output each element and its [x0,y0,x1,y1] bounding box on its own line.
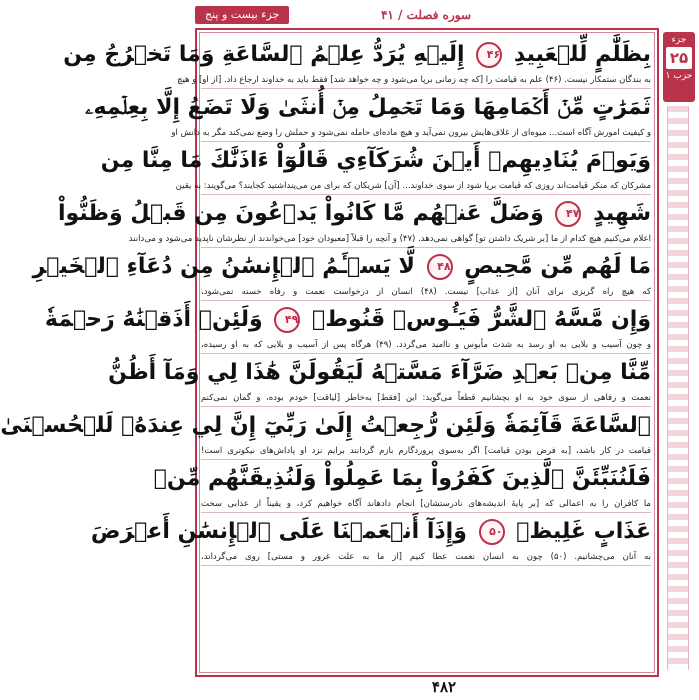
verse-line [85,89,651,142]
translation-text: نعمت و رفاهی از سوی خود به او بچشانیم قطعاً می‌گوید: این [فقط] به‌خاطر [لیاقت] خودم بوده، و گمان نمی‌کنم [201,393,651,403]
translation-text: به آنان می‌چشانیم. (۵۰) چون به انسان نعمت عطا کنیم [از ما به علت غرور و مستی] روی می‌گرداند، [201,552,652,562]
verse-content [0,36,652,566]
translation-text: و چون آسیب و بلایی به او رسد به شدت مأیوس و ناامید می‌گردد. (۴۹) هرگاه پس از آسیب و بلایی که به او رسیده، [201,340,651,350]
translation-text: اعلام می‌کنیم هیچ کدام از ما [بر شریک داشتن تو] گواهی نمی‌دهد. (۴۷) و آنچه را قبلاً [معبودان خود] می‌خواندند از نظرشان ناپدید می‌شود و می‌دانند [128,234,651,244]
ayah-number-marker: ۵۰ [479,519,505,545]
arabic-text: عَذَابٍ غَلِيظٖ ۵۰ وَإِذَآ أَنۡعَمۡنَا عَلَى ٱلۡإِنسَٰنِ أَعۡرَضَ [90,519,651,544]
ayah-number-marker: ۴۷ [555,201,581,227]
decorative-border [667,106,689,670]
arabic-text: مِّنَّا مِنۢ بَعۡدِ ضَرَّآءَ مَسَّتۡهُ لَيَقُولَنَّ هَٰذَا لِي وَمَآ أَظُنُّ [108,360,651,385]
translation-text: و کیفیت امورش آگاه است... میوه‌ای از غلاف‌هایش بیرون نمی‌آید و هیچ ماده‌ای حامله نمی‌شود و حملش را وضع نمی‌کند مگر به دانش او [171,128,651,138]
juz-label: جزء بیست و پنج [195,6,289,24]
translation-text: قیامت در کار باشد، [به فرض بودن قیامت] اگر به‌سوی پروردگارم بازم گردانند برایم نزد او پاداش‌های نیکوتری است! [201,446,651,456]
arabic-text: ٱلسَّاعَةَ قَآئِمَةٗ وَلَئِن رُّجِعۡتُ إِلَىٰ رَبِّيٓ إِنَّ لِي عِندَهُۥ لَلۡحُسۡنَىٰ [0,413,651,438]
ayah-number-marker: ۴۶ [476,42,502,68]
juz-word: جزء [671,35,687,45]
translation-text: که هیچ راه گریزی برای آنان [از عذاب] نیست. (۴۸) انسان از درخواست نعمت و رفاه خسته نمی‌شود، [201,287,651,297]
verse-line [153,460,651,513]
arabic-text: شَهِيدٍ ۴۷ وَضَلَّ عَنۡهُم مَّا كَانُواْ يَدۡعُونَ مِن قَبۡلُ وَظَنُّواْ [57,201,651,226]
verse-line [57,195,651,248]
verse-line [108,354,651,407]
verse-line [100,142,651,195]
arabic-text: مَا لَهُم مِّن مَّحِيصٍ ۴۸ لَّا يَسۡـَٔمُ ٱلۡإِنسَٰنُ مِن دُعَآءِ ٱلۡخَيۡرِ [32,254,651,279]
verse-line [32,248,651,301]
arabic-text: فَلَنُنَبِّئَنَّ ٱلَّذِينَ كَفَرُواْ بِمَا عَمِلُواْ وَلَنُذِيقَنَّهُم مِّنۡ [153,466,651,491]
arabic-text: وَيَوۡمَ يُنَادِيهِمۡ أَيۡنَ شُرَكَآءِي قَالُوٓاْ ءَاذَنَّٰكَ مَا مِنَّا مِن [100,148,651,173]
translation-text: ما کافران را به اعمالی که [بر پایهٔ اندیشه‌های نادرستشان] انجام دادهاند آگاه خواهیم کرد، و یقیناً از عذابی سخت [201,499,651,509]
verse-line [44,301,651,354]
page-header [195,6,657,26]
hizb-label: حزب ۱ [665,71,693,81]
verse-line [90,513,652,566]
arabic-text: وَإِن مَّسَّهُ ٱلشَّرُّ فَيَـُٔوسٞ قَنُوطٞ ۴۹ وَلَئِنۡ أَذَقۡنَٰهُ رَحۡمَةٗ [44,307,651,332]
verse-line [0,407,651,460]
translation-text: به بندگان ستمکار نیست. (۴۶) علم به قیامت را [که چه زمانی برپا می‌شود و چه خواهد شد] فقط باید به خداوند ارجاع داد. [از او] و هیچ [176,75,651,85]
side-tab [661,32,695,670]
arabic-text: ثَمَرَٰتٍ مِّنۡ أَكۡمَامِهَا وَمَا تَحۡمِلُ مِنۡ أُنثَىٰ وَلَا تَضَعُ إِلَّا بِعِلۡمِهِۦ [85,95,651,120]
surah-title: سوره فصلت / ۴۱ [380,8,472,22]
page-number: ۴۸۲ [431,678,457,696]
arabic-text: بِظَلَّٰمٍ لِّلۡعَبِيدِ ۴۶ إِلَيۡهِ يُرَدُّ عِلۡمُ ٱلسَّاعَةِ وَمَا تَخۡرُجُ مِن [63,42,651,67]
ayah-number-marker: ۴۹ [274,307,300,333]
juz-badge [663,32,695,102]
translation-text: مشرکان که منکر قیامت‌اند روزی که قیامت برپا شود از سوی خداوند... [آن] شریکان که برای من می‌پنداشتید کجایند؟ می‌گویند: به یقین [175,181,651,191]
juz-number: ۲۵ [666,47,692,69]
verse-line [63,36,651,89]
ayah-number-marker: ۴۸ [427,254,453,280]
